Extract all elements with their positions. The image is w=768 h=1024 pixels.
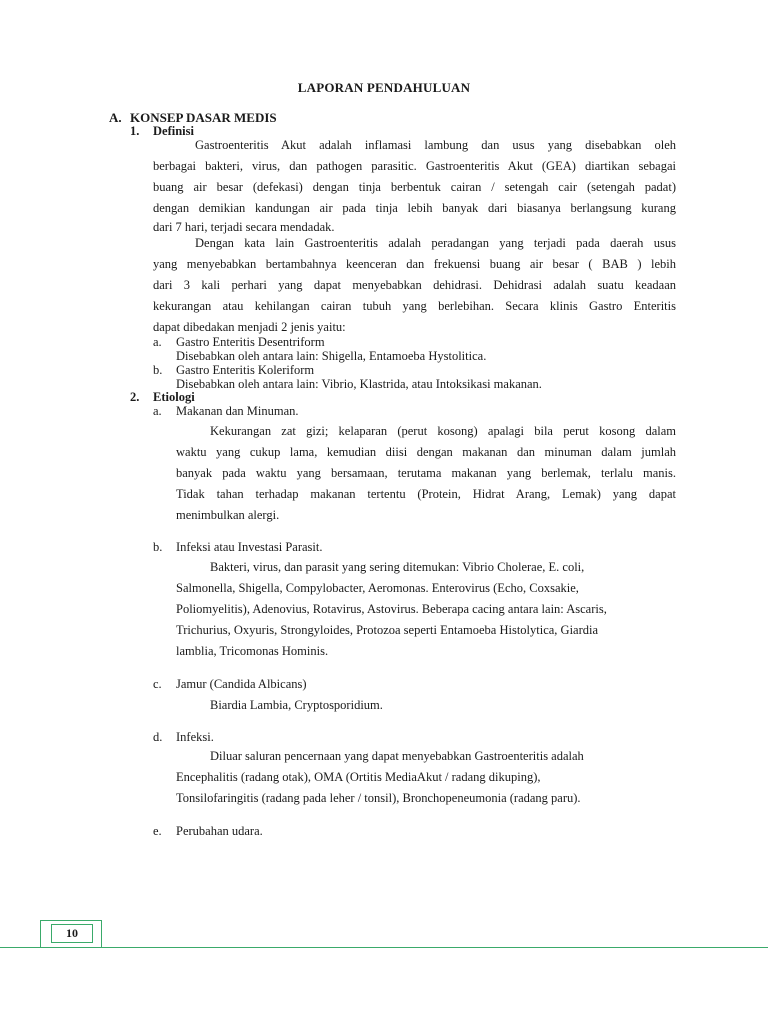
text-line: menimbulkan alergi. — [176, 508, 280, 522]
text-line: Kekurangan zat gizi; kelaparan (perut kosong) apalagi bila perut kosong dalam — [210, 424, 676, 438]
etiologi-c-marker: c. — [153, 677, 162, 691]
text-line: Dengan kata lain Gastroenteritis adalah peradangan yang terjadi pada daerah usus — [195, 236, 676, 250]
etiologi-a-text — [176, 421, 676, 526]
text-line: berbagai bakteri, virus, dan pathogen parasitic. Gastroenteritis Akut (GEA) diartikan sebagai — [153, 159, 676, 173]
definisi-heading: Definisi — [153, 124, 194, 138]
section-a-marker: A. — [109, 110, 122, 125]
type-b-marker: b. — [153, 363, 163, 377]
definisi-paragraph-2 — [153, 233, 676, 338]
text-line: Gastroenteritis Akut adalah inflamasi lambung dan usus yang disebabkan oleh — [195, 138, 676, 152]
footer-divider — [0, 947, 768, 948]
type-b-name: Gastro Enteritis Koleriform — [176, 363, 315, 377]
text-line: kekurangan atau kehilangan cairan tubuh yang berlebihan. Secara klinis Gastro Enteritis — [153, 299, 676, 313]
etiologi-heading: Etiologi — [153, 390, 195, 404]
page-title: LAPORAN PENDAHULUAN — [297, 80, 471, 95]
etiologi-e-label: Perubahan udara. — [176, 824, 263, 838]
text-line: dari 7 hari, terjadi secara mendadak. — [153, 220, 335, 234]
etiologi-c-text: Biardia Lambia, Cryptosporidium. — [210, 698, 383, 712]
text-line: banyak pada waktu yang bersamaan, terutama makanan yang berlemak, terlalu manis. — [176, 466, 676, 480]
text-line: Diluar saluran pencernaan yang dapat menyebabkan Gastroenteritis adalah — [210, 749, 584, 763]
text-line: lamblia, Tricomonas Hominis. — [176, 644, 329, 658]
type-a-name: Gastro Enteritis Desentriform — [176, 335, 325, 349]
text-line: waktu yang cukup lama, kemudian diisi dengan makanan dan minuman dalam jumlah — [176, 445, 676, 459]
definisi-paragraph-1 — [153, 135, 676, 234]
etiologi-d-text — [176, 746, 646, 809]
type-a-marker: a. — [153, 335, 162, 349]
definisi-marker: 1. — [130, 124, 140, 138]
text-line: Trichurius, Oxyuris, Strongyloides, Protozoa seperti Entamoeba Histolytica, Giardia — [176, 623, 599, 637]
text-line: Bakteri, virus, dan parasit yang sering ditemukan: Vibrio Cholerae, E. coli, — [210, 560, 585, 574]
text-line: dapat dibedakan menjadi 2 jenis yaitu: — [153, 320, 346, 334]
text-line: buang air besar (defekasi) dengan tinja berbentuk cairan / setengah cair (setengah padat) — [153, 180, 676, 194]
etiologi-b-label: Infeksi atau Investasi Parasit. — [176, 540, 323, 554]
etiologi-d-marker: d. — [153, 730, 163, 744]
page-number: 10 — [51, 924, 93, 943]
etiologi-c-label: Jamur (Candida Albicans) — [176, 677, 307, 691]
etiologi-e-marker: e. — [153, 824, 162, 838]
etiologi-d-label: Infeksi. — [176, 730, 214, 744]
text-line: Tonsilofaringitis (radang pada leher / tonsil), Bronchopeneumonia (radang paru). — [176, 791, 581, 805]
etiologi-a-marker: a. — [153, 404, 162, 418]
text-line: dari 3 kali perhari yang dapat menyebabkan dehidrasi. Dehidrasi adalah suatu keadaan — [153, 278, 676, 292]
etiologi-marker: 2. — [130, 390, 140, 404]
text-line: Tidak tahan terhadap makanan tertentu (Protein, Hidrat Arang, Lemak) yang dapat — [176, 487, 676, 501]
etiologi-b-text — [176, 557, 664, 662]
text-line: Poliomyelitis), Adenovius, Rotavirus, Astovirus. Beberapa cacing antara lain: Ascaris, — [176, 602, 607, 616]
text-line: yang menyebabkan bertambahnya keenceran dan frekuensi buang air besar ( BAB ) lebih — [153, 257, 676, 271]
text-line: dengan demikian kandungan air pada tinja lebih banyak dari biasanya berlangsung kurang — [153, 201, 676, 215]
section-a-heading: KONSEP DASAR MEDIS — [130, 110, 277, 125]
type-b-cause: Disebabkan oleh antara lain: Vibrio, Klastrida, atau Intoksikasi makanan. — [176, 377, 542, 391]
etiologi-a-label: Makanan dan Minuman. — [176, 404, 299, 418]
text-line: Salmonella, Shigella, Compylobacter, Aeromonas. Enterovirus (Echo, Coxsakie, — [176, 581, 579, 595]
etiologi-b-marker: b. — [153, 540, 163, 554]
type-a-cause: Disebabkan oleh antara lain: Shigella, Entamoeba Hystolitica. — [176, 349, 487, 363]
text-line: Encephalitis (radang otak), OMA (Ortitis MediaAkut / radang dikuping), — [176, 770, 541, 784]
